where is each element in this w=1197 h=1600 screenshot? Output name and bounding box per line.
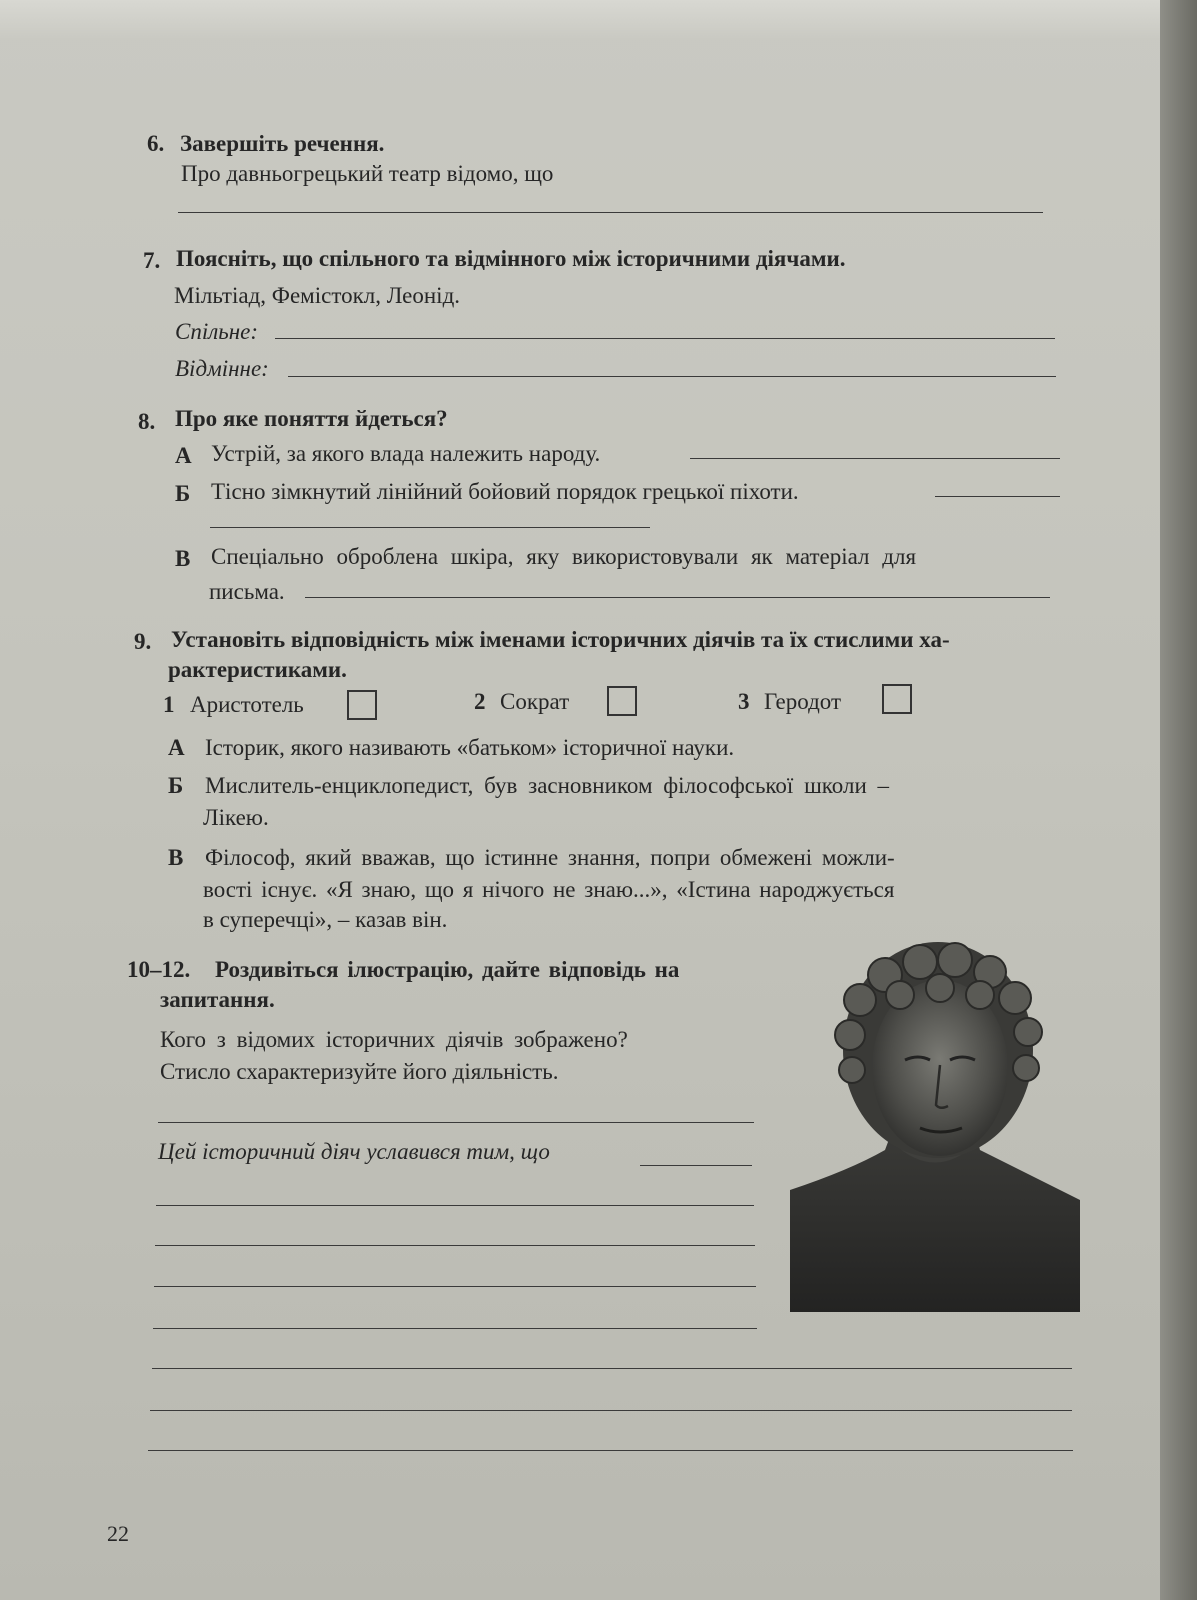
q7-different-answer-line[interactable] (288, 376, 1056, 377)
q8-item-c-cont: письма. (209, 579, 285, 604)
q10-answer-line-8[interactable] (150, 1410, 1072, 1411)
q10-number: 10–12. (127, 957, 191, 982)
q8-letter-c: В (175, 546, 191, 571)
q7-title: Поясніть, що спільного та відмінного між історичними діячами. (176, 246, 846, 271)
page-edge-shadow (1160, 0, 1197, 1600)
q10-answer-line-5[interactable] (154, 1286, 756, 1287)
q7-common-label: Спільне: (175, 319, 259, 344)
q9-answer-box-1[interactable] (347, 690, 377, 720)
q6-number: 6. (147, 131, 165, 156)
q6-title: Завершіть речення. (180, 131, 385, 156)
q10-answer-line-4[interactable] (155, 1245, 755, 1246)
q10-answer-line-1[interactable] (158, 1122, 754, 1123)
q10-question-line2: Стисло схарактеризуйте його діяльність. (160, 1059, 559, 1084)
q9-title-line1: Установіть відповідність між іменами історичних діячів та їх стислими ха- (171, 627, 950, 652)
page-number: 22 (107, 1521, 129, 1546)
q9-person-2-num: 2 (474, 689, 486, 714)
q7-number: 7. (143, 248, 161, 273)
q9-person-1-num: 1 (163, 692, 175, 717)
q7-different-label: Відмінне: (175, 356, 269, 381)
q10-title-line2: запитання. (160, 987, 275, 1012)
q9-option-b-line1: Мислитель-енциклопедист, був засновником філософської школи – (205, 773, 890, 798)
q8-item-a: Устрій, за якого влада належить народу. (211, 441, 601, 466)
q10-answer-line-2[interactable] (640, 1165, 752, 1166)
q9-option-c-line2: вості існує. «Я знаю, що я нічого не знаю...», «Істина народжується (203, 877, 895, 902)
q9-option-a-letter: А (168, 735, 185, 760)
q9-option-c-line1: Філософ, який вважав, що істинне знання, попри обмежені можли- (205, 845, 895, 870)
q10-answer-line-7[interactable] (152, 1368, 1072, 1369)
q8-answer-line-b[interactable] (935, 496, 1060, 497)
q8-number: 8. (138, 409, 156, 434)
q10-answer-line-9[interactable] (148, 1450, 1073, 1451)
q10-answer-prompt: Цей історичний діяч уславився тим, що (158, 1139, 550, 1164)
q9-answer-box-2[interactable] (607, 686, 637, 716)
q9-person-3-num: 3 (738, 689, 750, 714)
page-top-shade (0, 0, 1160, 40)
q9-person-3-name: Геродот (764, 689, 842, 714)
q10-answer-line-3[interactable] (156, 1205, 754, 1206)
q10-question-line1: Кого з відомих історичних діячів зображено? (160, 1027, 628, 1052)
q7-common-answer-line[interactable] (275, 338, 1055, 339)
q9-answer-box-3[interactable] (882, 684, 912, 714)
q8-item-c: Спеціально оброблена шкіра, яку використовували як матеріал для (211, 544, 917, 569)
q8-letter-b: Б (175, 481, 191, 506)
q7-names: Мільтіад, Фемістокл, Леонід. (174, 283, 461, 308)
q9-option-b-line2: Лікею. (203, 805, 269, 830)
q6-answer-line[interactable] (178, 212, 1043, 213)
q10-answer-line-6[interactable] (153, 1328, 757, 1329)
q9-number: 9. (134, 629, 152, 654)
q9-option-a-line1: Історик, якого називають «батьком» історичної науки. (205, 735, 735, 760)
q9-title-line2: рактеристиками. (168, 657, 347, 682)
q8-title: Про яке поняття йдеться? (175, 406, 448, 431)
q9-person-2-name: Сократ (500, 689, 570, 714)
q8-letter-a: А (175, 443, 192, 468)
bust-illustration (790, 940, 1080, 1312)
q8-answer-line-a[interactable] (690, 458, 1060, 459)
q8-answer-line-b2[interactable] (210, 527, 650, 528)
q9-option-c-line3: в суперечці», – казав він. (203, 907, 448, 932)
q9-option-c-letter: В (168, 845, 184, 870)
q8-answer-line-c[interactable] (305, 597, 1050, 598)
q6-prompt: Про давньогрецький театр відомо, що (181, 161, 554, 186)
q9-option-b-letter: Б (168, 773, 184, 798)
q9-person-1-name: Аристотель (190, 692, 304, 717)
q8-item-b: Тісно зімкнутий лінійний бойовий порядок грецької піхоти. (211, 479, 799, 504)
q10-title-line1: Роздивіться ілюстрацію, дайте відповідь на (215, 957, 680, 982)
